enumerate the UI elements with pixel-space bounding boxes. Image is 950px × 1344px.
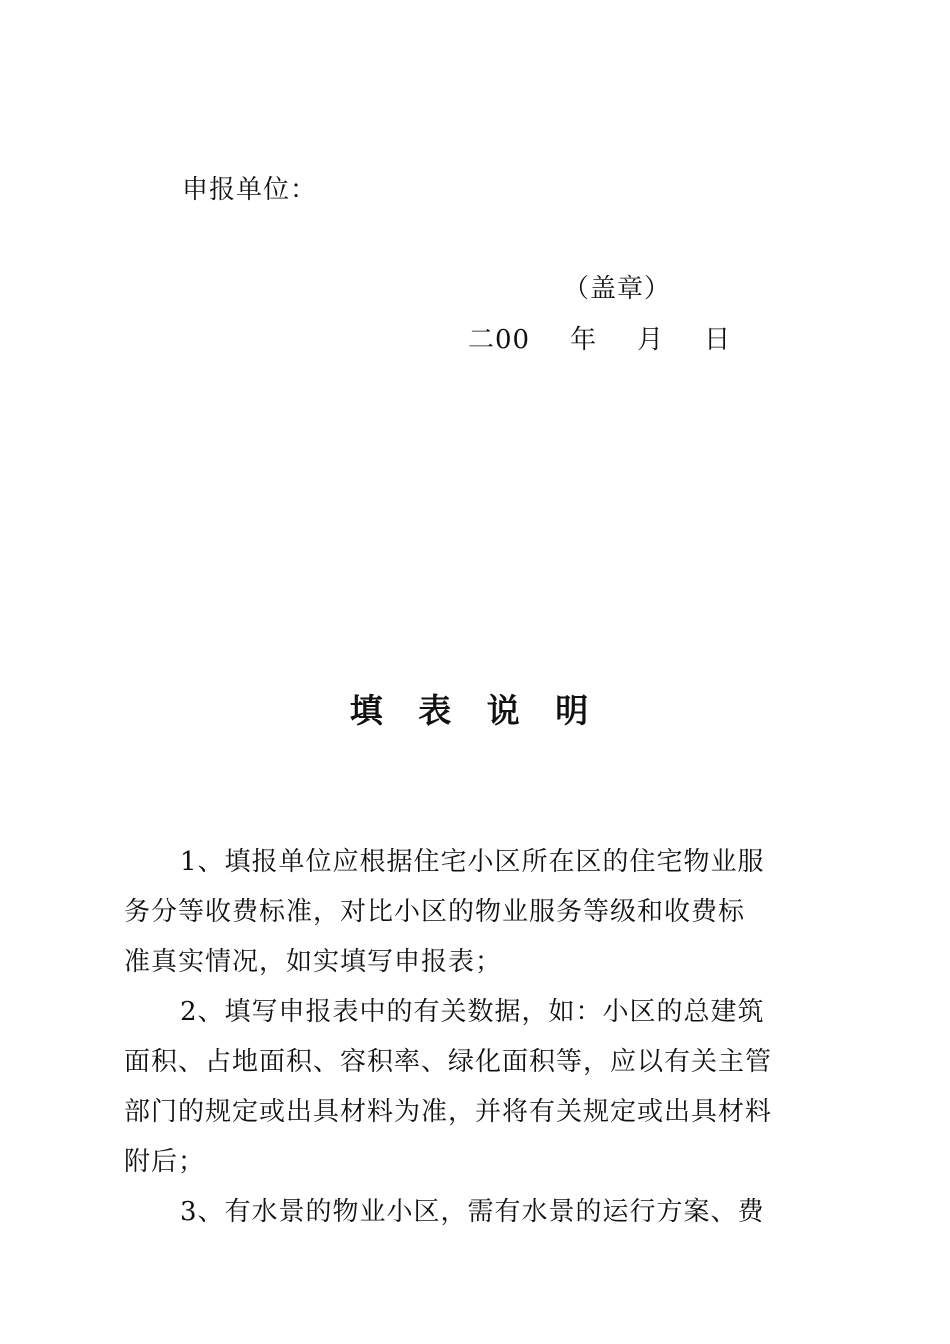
- instruction-line: 部门的规定或出具材料为准，并将有关规定或出具材料: [124, 1097, 773, 1127]
- applicant-label: 申报单位：: [182, 175, 318, 205]
- instructions-title: 填 表 说 明: [349, 691, 601, 730]
- instruction-line: 3、有水景的物业小区，需有水景的运行方案、费: [180, 1197, 765, 1227]
- instruction-line: 2、填写申报表中的有关数据，如：小区的总建筑: [180, 997, 765, 1027]
- seal-note: （盖章）: [563, 274, 672, 304]
- instruction-line: 1、填报单位应根据住宅小区所在区的住宅物业服: [180, 847, 765, 877]
- instruction-line: 附后；: [124, 1147, 206, 1177]
- date-month: 月: [637, 325, 665, 355]
- date-line: [468, 323, 731, 357]
- date-year: 年: [570, 325, 598, 355]
- instruction-line: 准真实情况，如实填写申报表；: [124, 947, 503, 977]
- date-day: 日: [704, 325, 732, 355]
- instruction-line: 务分等收费标准，对比小区的物业服务等级和收费标: [124, 897, 746, 927]
- instruction-line: 面积、占地面积、容积率、绿化面积等，应以有关主管: [124, 1047, 773, 1077]
- date-prefix: 二00: [468, 325, 531, 355]
